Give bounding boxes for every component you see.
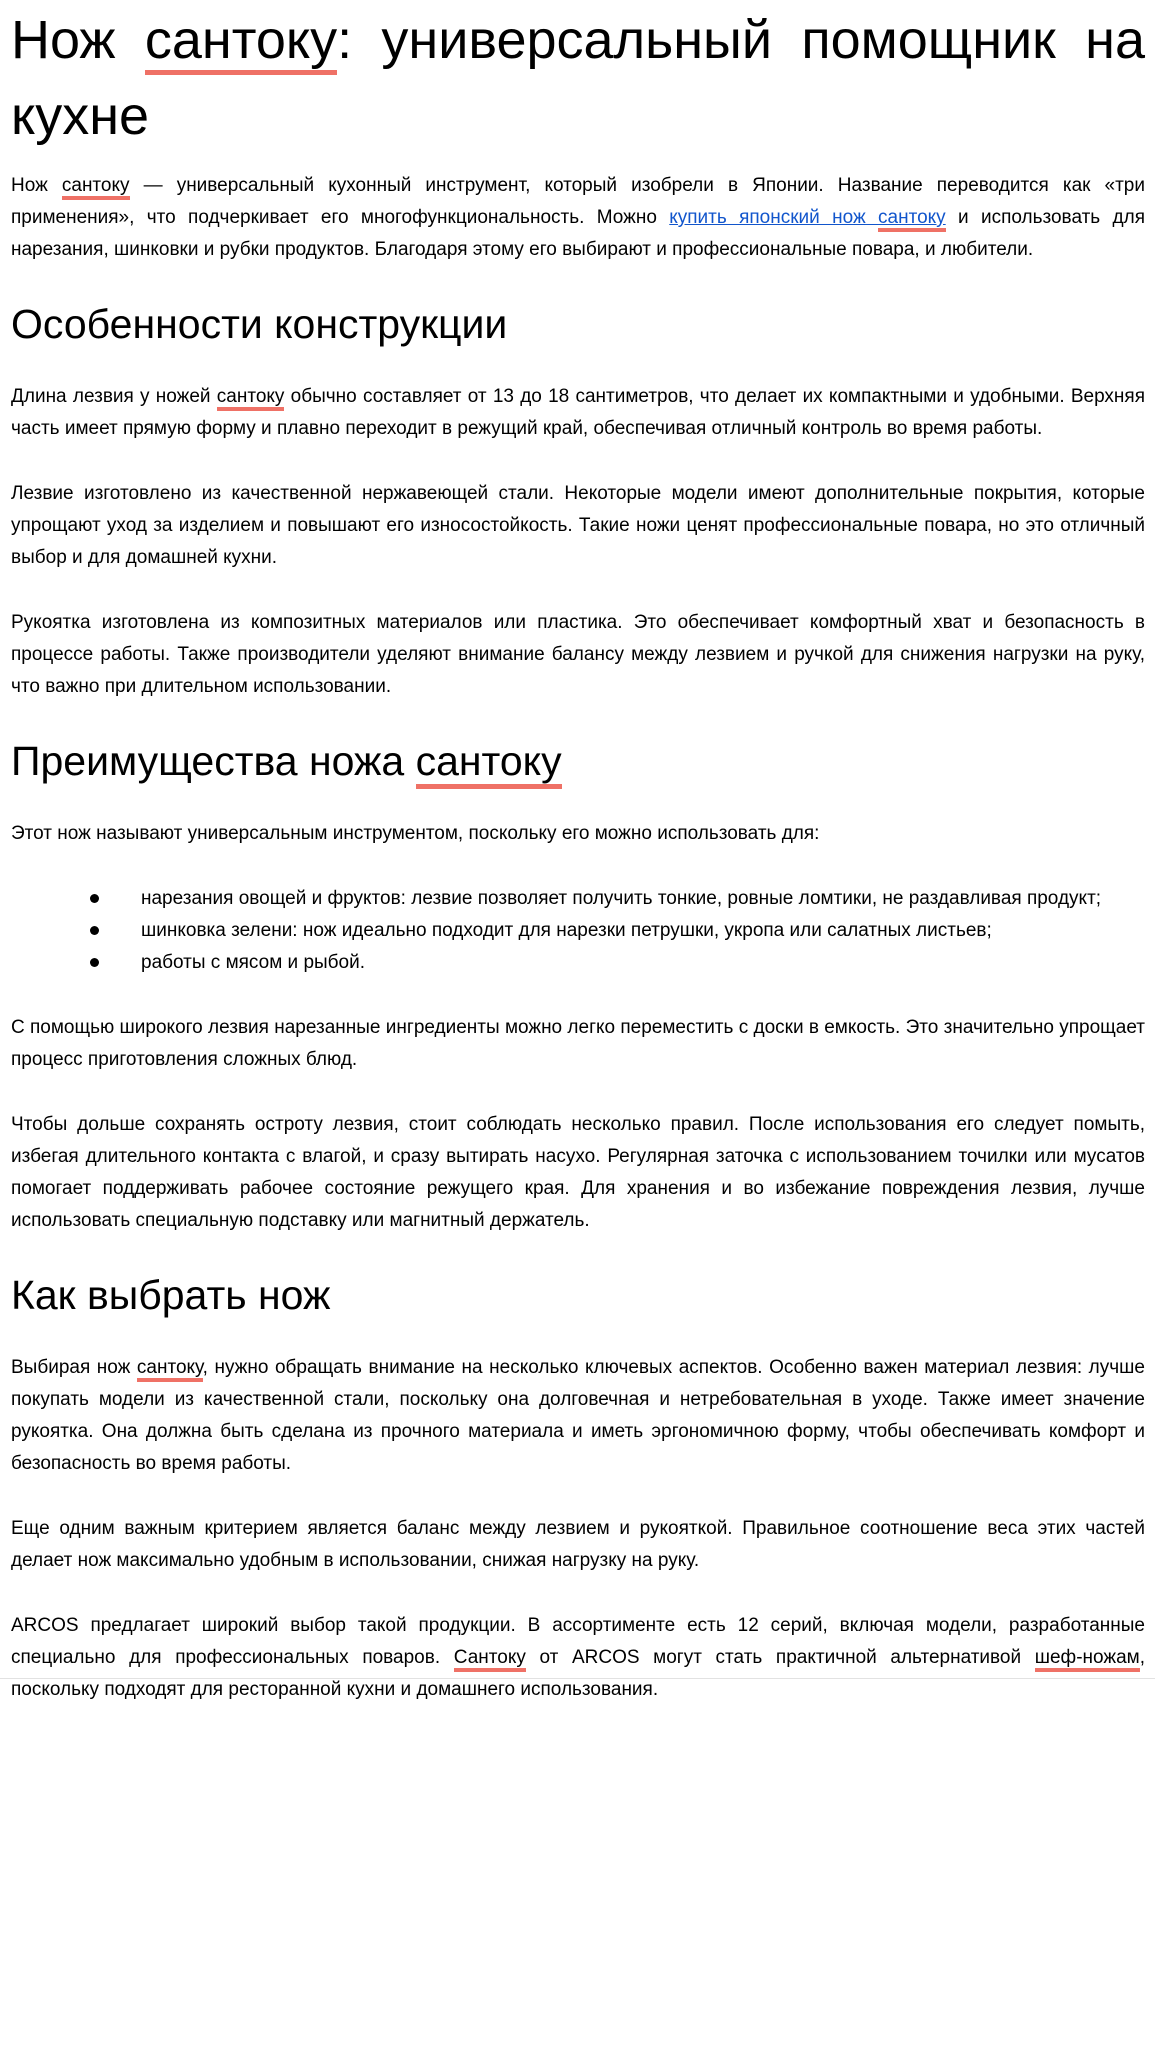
paragraph: С помощью широкого лезвия нарезанные ингредиенты можно легко переместить с доски в емкость. Это значительно упрощает процесс приготовления сложных блюд. xyxy=(11,1017,1145,1070)
text-run: Нож xyxy=(11,10,145,70)
paragraph: Этот нож называют универсальным инструментом, поскольку его можно использовать для: xyxy=(11,823,820,844)
article-title xyxy=(11,2,1145,154)
text-run: от ARCOS могут стать практичной альтернативой xyxy=(525,1647,1035,1668)
misspelled-word: сантоку xyxy=(137,1357,203,1382)
buy-santoku-link[interactable]: сантоку xyxy=(878,207,946,232)
text-run: и использовать для нарезания, шинковки и рубки продуктов. Благодаря этому его выбирают и профессиональные повара, и любители. xyxy=(11,207,1145,260)
intro-paragraph xyxy=(11,170,1145,266)
misspelled-word: шеф-ножам xyxy=(1035,1647,1140,1672)
text-run: Длина лезвия у ножей xyxy=(11,386,217,407)
text-run: Преимущества ножа xyxy=(11,738,416,784)
text-run: ARCOS предлагает широкий выбор такой продукции. В ассортименте есть 12 серий, включая модели, разработанные специально для профессиональных поваров. xyxy=(11,1615,1145,1668)
misspelled-word: сантоку xyxy=(145,10,337,75)
paragraph xyxy=(11,1610,1145,1706)
text-run: Выбирая нож xyxy=(11,1357,137,1378)
text-run: — универсальный кухонный инструмент, который изобрели в Японии. Название переводится как «три применения», что подчеркивает его многофункциональность. Можно xyxy=(11,175,1145,228)
text-run: , нужно обращать внимание на несколько ключевых аспектов. Особенно важен материал лезвия: лучше покупать модели из качественной стали, поскольку она долговечная и нетребовательная в уходе. Также имеет значение рукоятка. Она должна быть сделана из прочного материала и иметь эргономичною форму, чтобы обеспечивать комфорт и безопасность во время работы. xyxy=(11,1357,1145,1474)
paragraph xyxy=(11,381,1145,445)
paragraph: Чтобы дольше сохранять остроту лезвия, стоит соблюдать несколько правил. После использования его следует помыть, избегая длительного контакта с влагой, и сразу вытирать насухо. Регулярная заточка с использованием точилки или мусатов помогает поддерживать рабочее состояние режущего края. Для хранения и во избежание повреждения лезвия, лучше использовать специальную подставку или магнитный держатель. xyxy=(11,1114,1145,1231)
misspelled-word: сантоку xyxy=(416,738,562,789)
text-run: обычно составляет от 13 до 18 сантиметров, что делает их компактными и удобными. Верхняя часть имеет прямую форму и плавно переходит в режущий край, обеспечивая отличный контроль во время работы. xyxy=(11,386,1145,439)
list-item: шинковка зелени: нож идеально подходит для нарезки петрушки, укропа или салатных листьев; xyxy=(11,915,1145,947)
list-item: нарезания овощей и фруктов: лезвие позволяет получить тонкие, ровные ломтики, не раздавливая продукт; xyxy=(11,883,1145,915)
section-heading-construction: Особенности конструкции xyxy=(11,301,508,347)
paragraph: Рукоятка изготовлена из композитных материалов или пластика. Это обеспечивает комфортный хват и безопасность в процессе работы. Также производители уделяют внимание балансу между лезвием и ручкой для снижения нагрузки на руку, что важно при длительном использовании. xyxy=(11,612,1145,697)
misspelled-word: сантоку xyxy=(217,386,285,411)
misspelled-word: сантоку xyxy=(62,175,130,200)
list-item: работы с мясом и рыбой. xyxy=(11,947,1145,979)
section-heading-advantages xyxy=(11,736,1145,786)
misspelled-word: Сантоку xyxy=(454,1647,526,1672)
page-boundary-divider xyxy=(0,1678,1155,1679)
paragraph: Лезвие изготовлено из качественной нержавеющей стали. Некоторые модели имеют дополнительные покрытия, которые упрощают уход за изделием и повышают его износостойкость. Такие ножи ценят профессиональные повара, но это отличный выбор и для домашней кухни. xyxy=(11,483,1145,568)
document-page xyxy=(0,2,1155,2046)
text-run: : универсальный помощник на кухне xyxy=(11,10,1145,146)
buy-santoku-link[interactable]: купить японский нож xyxy=(669,207,879,228)
paragraph: Еще одним важным критерием является баланс между лезвием и рукояткой. Правильное соотношение веса этих частей делает нож максимально удобным в использовании, снижая нагрузку на руку. xyxy=(11,1518,1145,1571)
paragraph xyxy=(11,1352,1145,1480)
advantages-list xyxy=(11,883,1145,979)
text-run: , поскольку подходят для ресторанной кухни и домашнего использования. xyxy=(11,1647,1145,1700)
section-heading-choose: Как выбрать нож xyxy=(11,1272,331,1318)
text-run: Нож xyxy=(11,175,62,196)
